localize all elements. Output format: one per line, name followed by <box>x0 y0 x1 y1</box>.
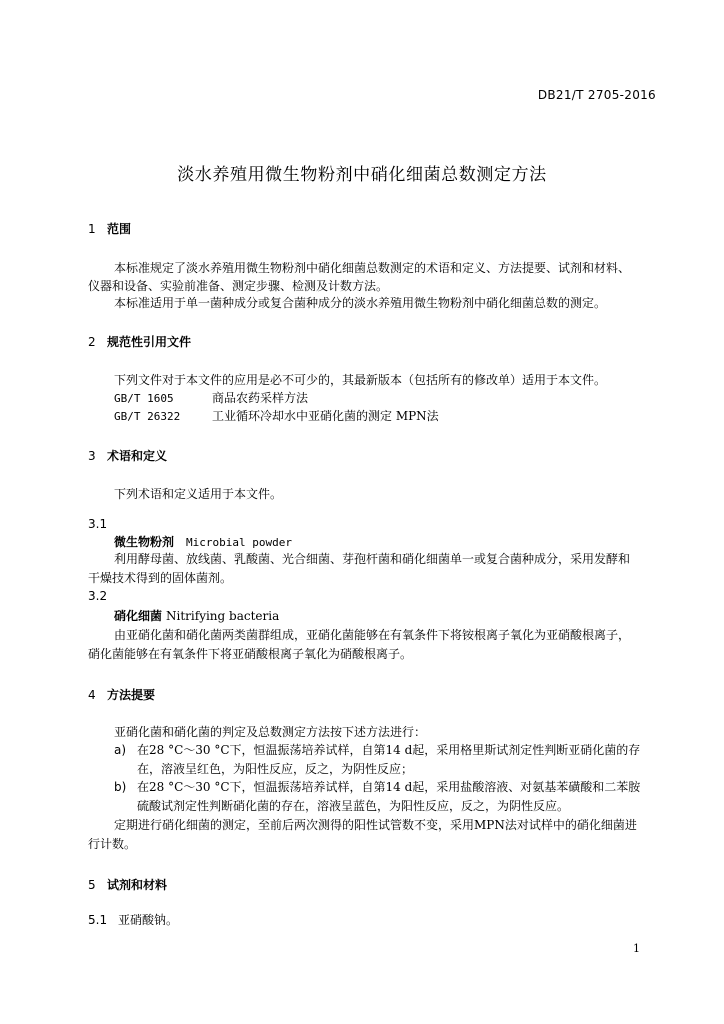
section-title: 范围 <box>107 222 132 236</box>
subsection-number: 5.1 <box>88 913 108 927</box>
section-4-heading <box>88 686 155 703</box>
reference-item <box>88 408 684 425</box>
list-label: b) <box>114 780 127 794</box>
term-chinese: 硝化细菌 <box>114 609 163 623</box>
section-title: 试剂和材料 <box>107 878 168 892</box>
term-english: Microbial powder <box>186 536 292 549</box>
section-3-heading <box>88 447 167 464</box>
list-label: a) <box>114 743 127 757</box>
page-number: 1 <box>633 942 640 955</box>
list-text: 在28 °C～30 °C下，恒温振荡培养试样，自第14 d起，采用盐酸溶液、对氨基苯磺酸和二苯胺 <box>137 780 641 794</box>
term-chinese: 微生物粉剂 <box>114 535 175 549</box>
paragraph: 定期进行硝化细菌的测定，至前后两次测得的阳性试管数不变，采用MPN法对试样中的硝化细菌进 <box>114 818 637 832</box>
paragraph: 下列术语和定义适用于本文件。 <box>114 487 283 501</box>
subsection-item <box>88 912 658 928</box>
section-title: 规范性引用文件 <box>107 335 192 349</box>
standard-code: DB21/T 2705-2016 <box>537 88 656 102</box>
section-number: 3 <box>88 449 96 463</box>
paragraph: 行计数。 <box>88 837 137 851</box>
section-number: 2 <box>88 335 96 349</box>
paragraph: 下列文件对于本文件的应用是必不可少的，其最新版本（包括所有的修改单）适用于本文件。 <box>114 373 607 387</box>
section-title: 方法提要 <box>107 688 156 702</box>
term-definition: 硝化菌能够在有氧条件下将亚硝酸根离子氧化为硝酸根离子。 <box>88 647 413 661</box>
paragraph: 本标准适用于单一菌种成分或复合菌种成分的淡水养殖用微生物粉剂中硝化细菌总数的测定。 <box>114 296 607 310</box>
section-1-heading <box>88 220 131 237</box>
term-number: 3.1 <box>88 517 108 531</box>
term-number: 3.2 <box>88 589 108 603</box>
term-entry <box>88 608 684 624</box>
term-definition: 由亚硝化菌和硝化菌两类菌群组成，亚硝化菌能够在有氧条件下将铵根离子氧化为亚硝酸根离子， <box>114 628 631 642</box>
subsection-text: 亚硝酸钠。 <box>118 913 179 927</box>
section-2-heading <box>88 333 191 350</box>
term-definition: 干燥技术得到的固体菌剂。 <box>88 571 233 585</box>
section-number: 4 <box>88 688 96 702</box>
term-definition: 利用酵母菌、放线菌、乳酸菌、光合细菌、芽孢杆菌和硝化细菌单一或复合菌种成分，采用发酵和 <box>114 552 631 566</box>
term-entry <box>88 534 684 551</box>
paragraph: 本标准规定了淡水养殖用微生物粉剂中硝化细菌总数测定的术语和定义、方法提要、试剂和材料、 <box>114 261 631 275</box>
section-number: 1 <box>88 222 96 236</box>
section-number: 5 <box>88 878 96 892</box>
reference-title: 商品农药采样方法 <box>212 391 309 405</box>
reference-code: GB/T 1605 <box>114 392 174 405</box>
list-item-continuation: 在，溶液呈红色，为阳性反应，反之，为阴性反应； <box>137 762 414 776</box>
list-item-a <box>88 742 684 758</box>
reference-code: GB/T 26322 <box>114 410 181 423</box>
paragraph: 亚硝化菌和硝化菌的判定及总数测定方法按下述方法进行： <box>114 725 427 739</box>
list-text: 在28 °C～30 °C下，恒温振荡培养试样，自第14 d起，采用格里斯试剂定性判断亚硝化菌的存 <box>137 743 641 757</box>
reference-title: 工业循环冷却水中亚硝化菌的测定 MPN法 <box>212 409 439 423</box>
section-title: 术语和定义 <box>107 449 168 463</box>
reference-item <box>88 390 684 407</box>
document-title: 淡水养殖用微生物粉剂中硝化细菌总数测定方法 <box>177 165 547 185</box>
paragraph: 仪器和设备、实验前准备、测定步骤、检测及计数方法。 <box>88 279 389 293</box>
term-english: Nitrifying bacteria <box>166 609 280 623</box>
list-item-b <box>88 779 684 795</box>
section-5-heading <box>88 876 167 893</box>
list-item-continuation: 硫酸试剂定性判断硝化菌的存在，溶液呈蓝色，为阳性反应，反之，为阴性反应。 <box>137 799 570 813</box>
